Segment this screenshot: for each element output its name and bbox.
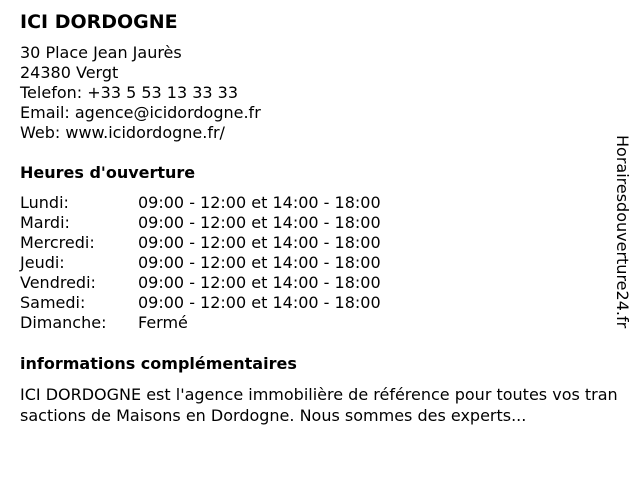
day-label: Vendredi:	[20, 273, 96, 292]
hours-heading: Heures d'ouverture	[20, 163, 196, 182]
hours-row-sunday	[20, 313, 381, 333]
day-hours: 09:00 - 12:00 et 14:00 - 18:00	[138, 253, 381, 272]
day-label: Jeudi:	[20, 253, 65, 272]
hours-table	[20, 193, 381, 333]
address-city: 24380 Vergt	[20, 63, 119, 82]
phone-line: Telefon: +33 5 53 13 33 33	[20, 83, 239, 102]
info-heading: informations complémentaires	[20, 354, 297, 373]
day-hours: Fermé	[138, 313, 188, 332]
hours-row-monday	[20, 193, 381, 213]
hours-row-friday	[20, 273, 381, 293]
day-label: Mercredi:	[20, 233, 95, 252]
day-label: Dimanche:	[20, 313, 107, 332]
email-line: Email: agence@icidordogne.fr	[20, 103, 261, 122]
hours-row-wednesday	[20, 233, 381, 253]
info-description: ICI DORDOGNE est l'agence immobilière de référence pour toutes vos transactions de Maisons en Dordogne. Nous sommes des experts...	[20, 385, 618, 425]
contact-block	[20, 43, 261, 143]
site-watermark: Horairesdouverture24.fr	[613, 135, 632, 329]
address-street: 30 Place Jean Jaurès	[20, 43, 182, 62]
hours-row-thursday	[20, 253, 381, 273]
hours-row-saturday	[20, 293, 381, 313]
day-hours: 09:00 - 12:00 et 14:00 - 18:00	[138, 193, 381, 212]
hours-row-tuesday	[20, 213, 381, 233]
day-hours: 09:00 - 12:00 et 14:00 - 18:00	[138, 233, 381, 252]
web-line: Web: www.icidordogne.fr/	[20, 123, 225, 142]
day-label: Lundi:	[20, 193, 69, 212]
day-hours: 09:00 - 12:00 et 14:00 - 18:00	[138, 273, 381, 292]
day-label: Mardi:	[20, 213, 70, 232]
business-name: ICI DORDOGNE	[20, 11, 178, 33]
day-hours: 09:00 - 12:00 et 14:00 - 18:00	[138, 293, 381, 312]
day-hours: 09:00 - 12:00 et 14:00 - 18:00	[138, 213, 381, 232]
day-label: Samedi:	[20, 293, 86, 312]
